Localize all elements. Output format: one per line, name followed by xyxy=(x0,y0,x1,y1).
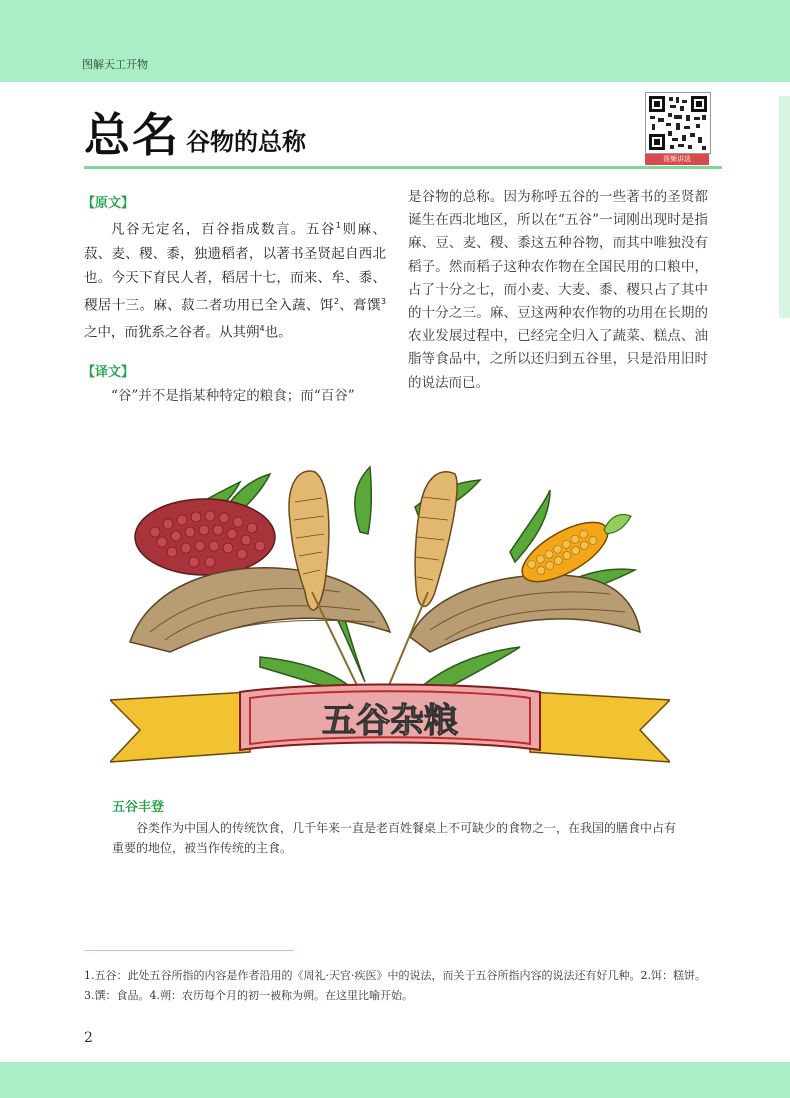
qr-code-icon xyxy=(645,92,711,154)
qr-code[interactable] xyxy=(645,92,711,164)
page-title xyxy=(84,108,306,162)
title-sub: 谷物的总称 xyxy=(186,128,306,156)
footnote: 1.五谷：此处五谷所指的内容是作者沿用的《周礼·天官·疾医》中的说法，而关于五谷所指内容的说法还有好几种。2.饵：糕饼。3.馔：食品。4.朔：农历每个月的初一被称为朔。在这里比喻开始。 xyxy=(84,969,706,1002)
title-rule xyxy=(84,166,722,169)
side-tab xyxy=(779,96,790,318)
title-main: 总名 xyxy=(84,108,180,162)
header-band xyxy=(0,0,790,82)
footnote-rule xyxy=(84,950,294,951)
page-number: 2 xyxy=(84,1030,93,1046)
grain-illustration xyxy=(110,462,670,784)
qr-label: 视频讲选 xyxy=(645,154,709,165)
original-text: 凡谷无定名，百谷指成数言。五谷$^1$则麻、菽、麦、稷、黍，独遗稻者，以著书圣贤起自西北也。今天下育民人者，稻居十七，而来、牟、黍、稷居十三。麻、菽二者功用已全入蔬、饵$^2$、膏馔$^3$之中，而犹系之谷者。从其朔$^4$也。 xyxy=(84,221,387,341)
caption-title: 五谷丰登 xyxy=(112,800,165,815)
translation-text-right: 是谷物的总称。因为称呼五谷的一些著书的圣贤都诞生在西北地区，所以在“五谷”一词刚出现时是指麻、豆、麦、稷、黍这五种谷物，而其中唯独没有稻子。然而稻子这种农作物在全国民用的口粮中，占了十分之七，而小麦、大麦、黍、稷只占了其中的十分之三。麻、豆这两种农作物的功用在长期的农业发展过程中，已经完全归入了蔬菜、糕点、油脂等食品中，之所以还归到五谷里，只是沿用旧时的说法而已。 xyxy=(408,189,708,391)
book-title: 图解天工开物 xyxy=(82,58,148,71)
translation-text-left: “谷”并不是指某种特定的粮食；而“百谷” xyxy=(111,388,355,404)
caption-text: 谷类作为中国人的传统饮食，几千年来一直是老百姓餐桌上不可缺少的食物之一，在我国的膳食中占有重要的地位，被当作传统的主食。 xyxy=(112,821,677,855)
footer-band xyxy=(0,1062,790,1098)
original-label: 【原文】 xyxy=(82,196,135,211)
translation-label: 【译文】 xyxy=(82,365,135,380)
banner-text: 五谷杂粮 xyxy=(322,701,458,741)
